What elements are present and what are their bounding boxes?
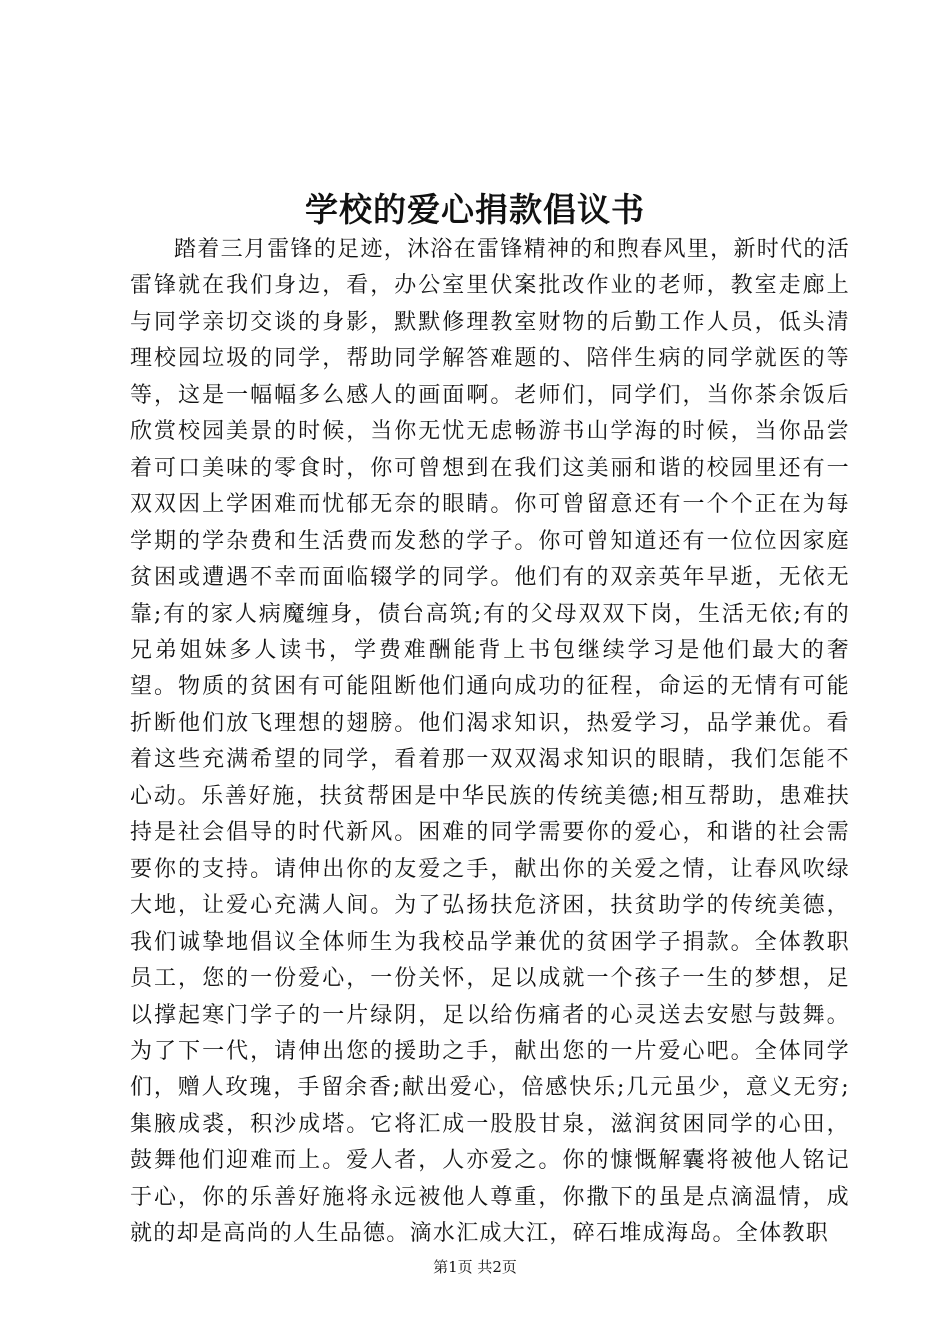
- page-number-footer: 第1页 共2页: [433, 1258, 517, 1276]
- document-body: 踏着三月雷锋的足迹，沐浴在雷锋精神的和煦春风里，新时代的活雷锋就在我们身边，看，办公室里伏案批改作业的老师，教室走廊上与同学亲切交谈的身影，默默修理教室财物的后勤工作人员，低头清理校园垃圾的同学，帮助同学解答难题的、陪伴生病的同学就医的等等，这是一幅幅多么感人的画面啊。老师们，同学们，当你茶余饭后欣赏校园美景的时候，当你无忧无虑畅游书山学海的时候，当你品尝着可口美味的零食时，你可曾想到在我们这美丽和谐的校园里还有一双双因上学困难而忧郁无奈的眼睛。你可曾留意还有一个个正在为每学期的学杂费和生活费而发愁的学子。你可曾知道还有一位位因家庭贫困或遭遇不幸而面临辍学的同学。他们有的双亲英年早逝，无依无靠;有的家人病魔缠身，债台高筑;有的父母双双下岗，生活无依;有的兄弟姐妹多人读书，学费难酬能背上书包继续学习是他们最大的奢望。物质的贫困有可能阻断他们通向成功的征程，命运的无情有可能折断他们放飞理想的翅膀。他们渴求知识，热爱学习，品学兼优。看着这些充满希望的同学，看着那一双双渴求知识的眼睛，我们怎能不心动。乐善好施，扶贫帮困是中华民族的传统美德;相互帮助，患难扶持是社会倡导的时代新风。困难的同学需要你的爱心，和谐的社会需要你的支持。请伸出你的友爱之手，献出你的关爱之情，让春风吹绿大地，让爱心充满人间。为了弘扬扶危济困，扶贫助学的传统美德，我们诚挚地倡议全体师生为我校品学兼优的贫困学子捐款。全体教职员工，您的一份爱心，一份关怀，足以成就一个孩子一生的梦想，足以撑起寒门学子的一片绿阴，足以给伤痛者的心灵送去安慰与鼓舞。为了下一代，请伸出您的援助之手，献出您的一片爱心吧。全体同学们，赠人玫瑰，手留余香;献出爱心，倍感快乐;几元虽少，意义无穷;集腋成裘，积沙成塔。它将汇成一股股甘泉，滋润贫困同学的心田，鼓舞他们迎难而上。爱人者，人亦爱之。你的慷慨解囊将被他人铭记于心，你的乐善好施将永远被他人尊重，你撒下的虽是点滴温情，成就的却是高尚的人生品德。滴水汇成大江，碎石堆成海岛。全体教职: [130, 237, 850, 1247]
- document-title: 学校的爱心捐款倡议书: [305, 190, 645, 229]
